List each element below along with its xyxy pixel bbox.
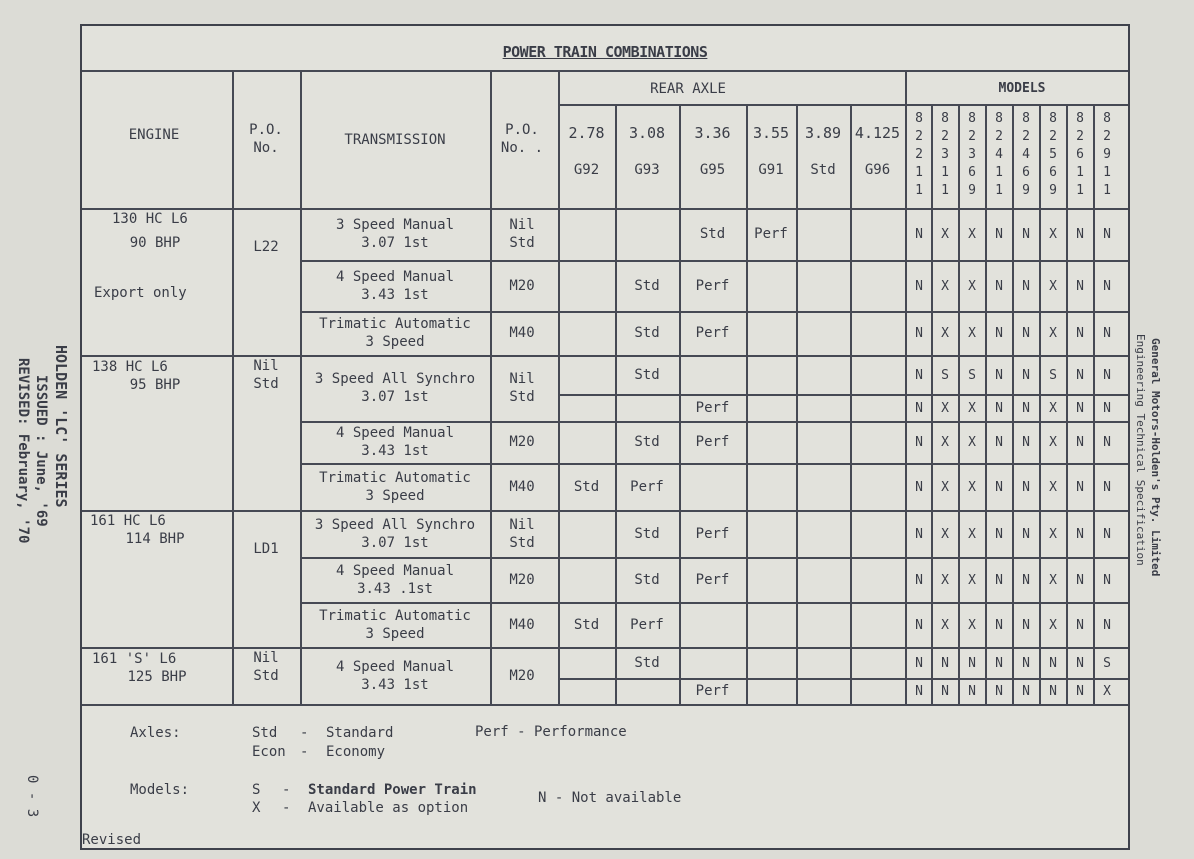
model-cell: N xyxy=(995,655,1003,671)
transmission-name: 4 Speed Manual xyxy=(335,425,455,441)
model-cell: X xyxy=(941,479,949,495)
transmission-po: M20 xyxy=(509,434,535,450)
axle-cell: Perf xyxy=(630,616,664,633)
transmission-ratio: 3.07 1st xyxy=(361,534,429,551)
model-cell: N xyxy=(995,278,1003,294)
header-po2-line1: P.O. xyxy=(505,122,539,138)
transmission-po: M40 xyxy=(509,325,535,341)
model-cell: N xyxy=(915,655,923,671)
engine-spec: 138 HC L6 xyxy=(92,359,168,375)
transmission-po: Nil xyxy=(509,516,535,533)
axle-cell: Std xyxy=(634,277,660,294)
model-cell: N xyxy=(995,684,1003,699)
model-cell: N xyxy=(1103,617,1111,633)
model-cell: N xyxy=(1022,617,1030,633)
model-cell: N xyxy=(1103,278,1111,294)
model-code-digit: 2 xyxy=(1103,129,1111,144)
model-cell: N xyxy=(1103,526,1111,542)
model-code-digit: 8 xyxy=(1022,111,1030,126)
model-code-digit: 2 xyxy=(915,129,923,144)
model-cell: N xyxy=(915,227,923,242)
axle-code: G93 xyxy=(634,162,660,178)
model-code-digit: 6 xyxy=(1022,165,1030,180)
model-cell: N xyxy=(1103,435,1111,450)
model-code-digit: 8 xyxy=(995,111,1003,126)
model-code-digit: 6 xyxy=(1049,165,1057,180)
transmission-ratio: 3 Speed xyxy=(365,334,425,350)
row-line xyxy=(558,394,1128,396)
model-cell: X xyxy=(968,227,976,242)
axle-cell: Perf xyxy=(695,683,730,699)
axle-cell: Std xyxy=(634,654,660,671)
trans-row-line xyxy=(300,463,558,465)
model-code-digit: 9 xyxy=(1049,183,1057,198)
trans-row-line xyxy=(300,355,558,357)
model-cell: N xyxy=(1076,479,1084,495)
model-cell: N xyxy=(1022,435,1030,450)
model-cell: X xyxy=(968,572,976,588)
transmission-ratio: 3 Speed xyxy=(365,625,425,642)
transmission-name: 3 Speed Manual xyxy=(335,217,455,233)
model-cell: N xyxy=(915,367,923,383)
legend-s-text: Standard Power Train xyxy=(308,782,477,798)
page-number: 0 - 3 xyxy=(24,775,40,818)
model-cell: X xyxy=(1049,526,1057,542)
transmission-name: 3 Speed All Synchro xyxy=(314,371,476,387)
model-cell: X xyxy=(968,278,976,294)
model-code-digit: 1 xyxy=(1076,183,1084,198)
axle-cell: Perf xyxy=(754,226,788,242)
row-line xyxy=(558,311,1128,313)
legend-x: X xyxy=(252,800,261,816)
model-code-digit: 2 xyxy=(1049,129,1057,144)
model-cell: X xyxy=(1049,572,1057,588)
model-code-digit: 8 xyxy=(968,111,976,126)
axle-ratio: 2.78 xyxy=(568,124,605,142)
model-code-digit: 8 xyxy=(1049,111,1057,126)
trans-row-line xyxy=(300,647,558,649)
header-bottom-line xyxy=(82,208,1128,210)
model-cell: N xyxy=(995,572,1003,588)
model-cell: N xyxy=(1076,526,1084,542)
col-line-axle xyxy=(615,104,617,704)
axle-cell: Perf xyxy=(695,399,730,416)
model-cell: N xyxy=(915,684,923,699)
model-cell: N xyxy=(941,655,949,671)
trans-row-line xyxy=(300,311,558,313)
model-cell: N xyxy=(968,655,976,671)
model-cell: N xyxy=(1022,400,1030,416)
row-line xyxy=(558,557,1128,559)
col-line-po xyxy=(232,70,234,704)
model-cell: X xyxy=(941,572,949,588)
axle-cell: Std xyxy=(634,434,660,450)
model-cell: X xyxy=(968,526,976,542)
transmission-po: M20 xyxy=(509,667,535,684)
axle-ratio: 3.89 xyxy=(804,124,842,142)
model-cell: N xyxy=(1076,572,1084,588)
series-label: HOLDEN 'LC' SERIES xyxy=(52,345,70,508)
model-cell: N xyxy=(1022,479,1030,495)
axle-cell: Perf xyxy=(695,277,730,294)
header-po-line1: P.O. xyxy=(249,122,283,138)
legend-dash-4: - xyxy=(282,800,291,816)
model-cell: N xyxy=(1022,684,1030,699)
model-code-digit: 2 xyxy=(1022,129,1030,144)
model-cell: N xyxy=(1076,278,1084,294)
transmission-po: M20 xyxy=(509,571,535,588)
trans-row-line xyxy=(300,421,558,423)
trans-row-line xyxy=(300,510,558,512)
legend-models-label: Models: xyxy=(130,782,190,798)
axle-cell: Perf xyxy=(695,325,730,341)
model-code-digit: 1 xyxy=(1076,165,1084,180)
legend-x-text: Available as option xyxy=(308,800,469,816)
model-cell: N xyxy=(995,326,1003,341)
transmission-name: 3 Speed All Synchro xyxy=(314,516,476,533)
model-cell: N xyxy=(915,400,923,416)
model-code-digit: 2 xyxy=(968,129,976,144)
model-code-digit: 8 xyxy=(915,111,923,126)
col-line-axle xyxy=(850,104,852,704)
legend-std: Std xyxy=(252,725,278,741)
model-code-digit: 8 xyxy=(1076,111,1084,126)
col-line-axle xyxy=(796,104,798,704)
model-cell: S xyxy=(1049,367,1057,383)
model-code-digit: 1 xyxy=(915,165,923,180)
model-cell: X xyxy=(968,435,976,450)
transmission-ratio: 3 Speed xyxy=(365,487,425,504)
model-cell: N xyxy=(915,278,923,294)
trans-row-line xyxy=(300,602,558,604)
model-code-digit: 3 xyxy=(941,147,949,162)
model-code-digit: 8 xyxy=(941,111,949,126)
legend-s: S xyxy=(252,782,261,798)
model-cell: N xyxy=(915,617,923,633)
row-line xyxy=(558,421,1128,423)
trans-row-line xyxy=(300,704,558,706)
transmission-ratio: 3.43 1st xyxy=(361,286,429,303)
header-transmission: TRANSMISSION xyxy=(344,132,446,148)
legend-dash-1: - xyxy=(300,725,309,741)
transmission-po: Std xyxy=(509,389,535,405)
revised-date-label: REVISED: February, '70 xyxy=(15,358,31,544)
model-cell: N xyxy=(1103,572,1111,588)
model-code-digit: 9 xyxy=(1103,147,1111,162)
axle-cell: Std xyxy=(634,525,660,542)
engine-spec: 114 BHP xyxy=(125,531,185,547)
row-line xyxy=(558,355,1128,357)
transmission-ratio: 3.43 .1st xyxy=(357,580,433,597)
row-line xyxy=(558,704,1128,706)
model-cell: N xyxy=(915,326,923,341)
transmission-ratio: 3.07 1st xyxy=(361,389,429,405)
row-line xyxy=(558,510,1128,512)
model-cell: X xyxy=(968,400,976,416)
model-cell: S xyxy=(941,367,949,383)
engine-spec: 161 'S' L6 xyxy=(92,651,177,667)
header-models: MODELS xyxy=(998,81,1046,96)
model-cell: N xyxy=(1076,400,1084,416)
model-cell: N xyxy=(1103,400,1111,416)
model-cell: N xyxy=(1076,684,1084,699)
model-code-digit: 2 xyxy=(995,129,1003,144)
col-line-axle xyxy=(558,70,560,704)
transmission-name: Trimatic Automatic xyxy=(319,469,471,486)
model-cell: N xyxy=(1076,435,1084,450)
model-code-digit: 4 xyxy=(995,147,1003,162)
model-cell: X xyxy=(1103,684,1111,699)
engine-spec: 161 HC L6 xyxy=(90,513,166,529)
spec-label: Engineering Technical Specification xyxy=(1134,334,1147,566)
model-cell: X xyxy=(968,479,976,495)
axle-code: G92 xyxy=(573,162,600,178)
axle-cell: Std xyxy=(634,366,660,383)
model-cell: N xyxy=(1076,227,1084,242)
col-line-po2 xyxy=(490,70,492,704)
axle-cell: Std xyxy=(699,226,726,242)
transmission-po: M40 xyxy=(509,478,535,495)
header-po-line2: No. xyxy=(253,140,279,156)
model-cell: S xyxy=(968,367,976,383)
transmission-name: Trimatic Automatic xyxy=(319,316,471,332)
transmission-ratio: 3.07 1st xyxy=(361,235,429,251)
model-cell: N xyxy=(995,479,1003,495)
transmission-ratio: 3.43 1st xyxy=(361,443,429,459)
model-cell: X xyxy=(941,326,949,341)
model-cell: X xyxy=(941,227,949,242)
model-cell: N xyxy=(1076,367,1084,383)
engine-po: Nil xyxy=(253,650,279,666)
model-code-digit: 2 xyxy=(1076,129,1084,144)
model-code-digit: 1 xyxy=(995,165,1003,180)
model-cell: X xyxy=(1049,278,1057,294)
model-cell: N xyxy=(995,617,1003,633)
model-cell: N xyxy=(995,400,1003,416)
col-line-axle xyxy=(746,104,748,704)
model-cell: N xyxy=(1103,367,1111,383)
model-code-digit: 1 xyxy=(941,183,949,198)
model-cell: N xyxy=(941,684,949,699)
transmission-name: 4 Speed Manual xyxy=(335,658,455,675)
model-code-digit: 2 xyxy=(941,129,949,144)
model-code-digit: 9 xyxy=(1022,183,1030,198)
engine-po: L22 xyxy=(253,239,279,255)
model-code-digit: 4 xyxy=(1022,147,1030,162)
row-line xyxy=(558,647,1128,649)
axle-cell: Perf xyxy=(695,434,730,450)
model-cell: X xyxy=(941,400,949,416)
model-cell: N xyxy=(995,367,1003,383)
axle-cell: Std xyxy=(573,478,600,495)
model-code-digit: 1 xyxy=(1103,165,1111,180)
model-code-digit: 1 xyxy=(915,183,923,198)
model-cell: N xyxy=(915,479,923,495)
model-cell: S xyxy=(1103,655,1111,671)
col-line-axle xyxy=(679,104,681,704)
model-cell: X xyxy=(941,526,949,542)
model-cell: N xyxy=(1076,326,1084,341)
engine-spec: 95 BHP xyxy=(129,377,181,393)
model-cell: X xyxy=(968,326,976,341)
transmission-name: 4 Speed Manual xyxy=(335,562,455,579)
axle-cell: Std xyxy=(634,325,660,341)
axle-cell: Std xyxy=(634,571,660,588)
transmission-po: M20 xyxy=(509,277,535,294)
transmission-ratio: 3.43 1st xyxy=(361,676,429,693)
engine-spec: 125 BHP xyxy=(127,669,187,685)
engine-spec: 90 BHP xyxy=(129,235,181,251)
transmission-po: Nil xyxy=(509,217,535,233)
model-cell: N xyxy=(995,227,1003,242)
model-cell: X xyxy=(968,617,976,633)
model-code-digit: 9 xyxy=(968,183,976,198)
doc-title: POWER TRAIN COMBINATIONS xyxy=(502,43,708,61)
axle-code: G91 xyxy=(758,162,784,178)
row-line xyxy=(558,463,1128,465)
model-code-digit: 1 xyxy=(995,183,1003,198)
model-cell: N xyxy=(915,526,923,542)
model-cell: X xyxy=(941,435,949,450)
axle-cell: Perf xyxy=(695,525,730,542)
model-code-digit: 6 xyxy=(1076,147,1084,162)
row-line xyxy=(558,678,1128,680)
model-cell: N xyxy=(995,435,1003,450)
legend-perf: Perf - Performance xyxy=(475,724,627,740)
model-cell: N xyxy=(915,572,923,588)
axle-code: Std xyxy=(810,162,836,178)
legend-dash-3: - xyxy=(282,782,291,798)
axle-ratio: 3.55 xyxy=(752,124,790,142)
model-cell: N xyxy=(1103,227,1111,242)
model-cell: X xyxy=(1049,326,1057,341)
model-cell: X xyxy=(1049,617,1057,633)
model-cell: N xyxy=(1022,655,1030,671)
issued-label: ISSUED : June, '69 xyxy=(33,375,49,527)
model-code-digit: 6 xyxy=(968,165,976,180)
row-line xyxy=(558,602,1128,604)
engine-po: Std xyxy=(253,668,279,684)
company-label: General Motors-Holden's Pty. Limited xyxy=(1149,338,1162,577)
axle-cell: Perf xyxy=(630,478,664,495)
legend-n: N - Not available xyxy=(538,790,682,806)
model-code-digit: 1 xyxy=(941,165,949,180)
transmission-po: M40 xyxy=(509,616,535,633)
model-cell: N xyxy=(1049,684,1057,699)
model-cell: N xyxy=(1103,479,1111,495)
transmission-name: Trimatic Automatic xyxy=(319,607,471,624)
axle-ratio: 3.36 xyxy=(694,124,731,142)
transmission-po: Nil xyxy=(509,371,535,387)
model-cell: X xyxy=(941,617,949,633)
model-code-digit: 3 xyxy=(968,147,976,162)
axle-code: G95 xyxy=(699,162,726,178)
trans-row-line xyxy=(300,557,558,559)
axle-ratio: 4.125 xyxy=(854,124,901,142)
engine-note: Export only xyxy=(94,285,187,301)
model-cell: N xyxy=(1022,526,1030,542)
legend-standard: Standard xyxy=(326,725,394,741)
model-code-digit: 2 xyxy=(915,147,923,162)
engine-po: Std xyxy=(253,376,279,392)
header-po2-line2: No. . xyxy=(500,140,544,156)
model-cell: N xyxy=(1076,655,1084,671)
model-cell: X xyxy=(941,278,949,294)
legend-dash-2: - xyxy=(300,744,309,760)
header-rear-axle: REAR AXLE xyxy=(650,81,726,97)
legend-econ: Econ xyxy=(252,744,286,760)
axle-cell: Std xyxy=(573,616,600,633)
model-cell: N xyxy=(1022,278,1030,294)
model-cell: N xyxy=(1022,326,1030,341)
engine-po: Nil xyxy=(253,358,279,374)
revised-note: Revised xyxy=(82,832,142,848)
col-line-trans xyxy=(300,70,302,704)
model-cell: N xyxy=(995,526,1003,542)
transmission-po: Std xyxy=(509,534,535,551)
axle-code: G96 xyxy=(864,162,891,178)
model-cell: N xyxy=(915,435,923,450)
model-cell: N xyxy=(1022,367,1030,383)
model-cell: N xyxy=(1049,655,1057,671)
model-cell: N xyxy=(1022,227,1030,242)
model-code-digit: 5 xyxy=(1049,147,1057,162)
axle-ratio: 3.08 xyxy=(628,124,666,142)
model-code-digit: 8 xyxy=(1103,111,1111,126)
engine-po: LD1 xyxy=(253,541,279,557)
model-cell: X xyxy=(1049,435,1057,450)
engine-spec: 130 HC L6 xyxy=(112,211,188,227)
model-cell: N xyxy=(1022,572,1030,588)
engine-row-line xyxy=(82,704,300,706)
transmission-po: Std xyxy=(509,235,535,251)
model-code-digit: 1 xyxy=(1103,183,1111,198)
model-cell: N xyxy=(1076,617,1084,633)
legend-axles-label: Axles: xyxy=(130,725,181,741)
header-top-line xyxy=(82,70,1128,72)
spec-sheet xyxy=(80,24,1130,850)
subheader-line xyxy=(558,104,1128,106)
model-cell: X xyxy=(1049,400,1057,416)
model-cell: N xyxy=(1103,326,1111,341)
legend-economy: Economy xyxy=(326,744,386,760)
model-cell: X xyxy=(1049,479,1057,495)
row-line xyxy=(558,260,1128,262)
model-cell: X xyxy=(1049,227,1057,242)
header-engine: ENGINE xyxy=(128,127,180,143)
trans-row-line xyxy=(300,260,558,262)
transmission-name: 4 Speed Manual xyxy=(335,268,455,285)
axle-cell: Perf xyxy=(695,571,730,588)
model-cell: N xyxy=(968,684,976,699)
